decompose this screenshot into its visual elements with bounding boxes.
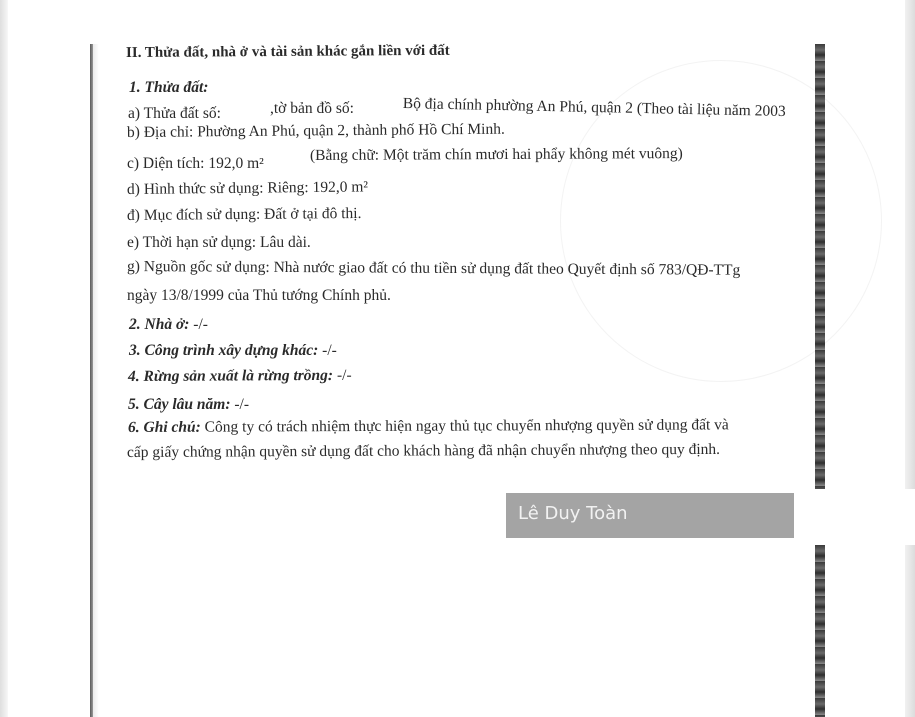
name-overlay-label: Lê Duy Toàn xyxy=(518,503,628,524)
item-2-line xyxy=(129,316,208,334)
line-g1: g) Nguồn gốc sử dụng: Nhà nước giao đất có thu tiền sử dụng đất theo Quyết định số 783/QĐ-TTg xyxy=(126,258,741,279)
item-3-value: -/- xyxy=(318,342,337,359)
line-a-map: ,tờ bản đồ số: xyxy=(270,100,354,117)
paper-right-edge-lower xyxy=(815,545,825,717)
line-e: e) Thời hạn sử dụng: Lâu dài. xyxy=(127,234,311,251)
line-dd: đ) Mục đích sử dụng: Đất ở tại đô thị. xyxy=(126,204,362,224)
line-b: b) Địa chỉ: Phường An Phú, quận 2, thành phố Hồ Chí Minh. xyxy=(126,120,505,141)
paper-right-edge xyxy=(815,44,825,489)
item-1-heading: 1. Thửa đất: xyxy=(129,79,209,96)
item-4-label: 4. Rừng sản xuất là rừng trồng: xyxy=(127,366,334,385)
section-heading: II. Thửa đất, nhà ở và tài sản khác gắn liền với đất xyxy=(125,42,450,61)
line-c-area: c) Diện tích: 192,0 m² xyxy=(127,155,264,172)
item-6-label: 6. Ghi chú: xyxy=(127,418,201,436)
item-5-value: -/- xyxy=(230,396,249,413)
photo-right-border xyxy=(905,0,915,717)
line-a-prefix: a) Thửa đất số: xyxy=(128,105,221,122)
item-2-label: 2. Nhà ở: xyxy=(129,316,190,333)
item-6-line xyxy=(128,416,729,437)
item-6-value: Công ty có trách nhiệm thực hiện ngay thủ tục chuyển nhượng quyền sử dụng đất và xyxy=(200,416,729,436)
item-3-line xyxy=(129,342,337,360)
item-3-label: 3. Công trình xây dựng khác: xyxy=(129,342,319,359)
photo-left-border xyxy=(0,0,8,717)
item-4-line xyxy=(128,367,352,386)
line-c-words: (Bằng chữ: Một trăm chín mươi hai phẩy không mét vuông) xyxy=(309,145,683,164)
item-2-value: -/- xyxy=(189,316,208,333)
line-a-source: Bộ địa chính phường An Phú, quận 2 (Theo tài liệu năm 2003 xyxy=(402,95,786,121)
redaction-patch xyxy=(794,489,915,545)
item-6-line-2: cấp giấy chứng nhận quyền sử dụng đất cho khách hàng đã nhận chuyển nhượng theo quy định. xyxy=(126,440,721,461)
line-d: d) Hình thức sử dụng: Riêng: 192,0 m² xyxy=(126,178,369,198)
item-4-value: -/- xyxy=(333,366,352,384)
item-5-line xyxy=(128,396,249,414)
paper-left-shadow xyxy=(93,44,99,717)
item-5-label: 5. Cây lâu năm: xyxy=(128,396,231,413)
line-g2: ngày 13/8/1999 của Thủ tướng Chính phủ. xyxy=(127,287,391,304)
